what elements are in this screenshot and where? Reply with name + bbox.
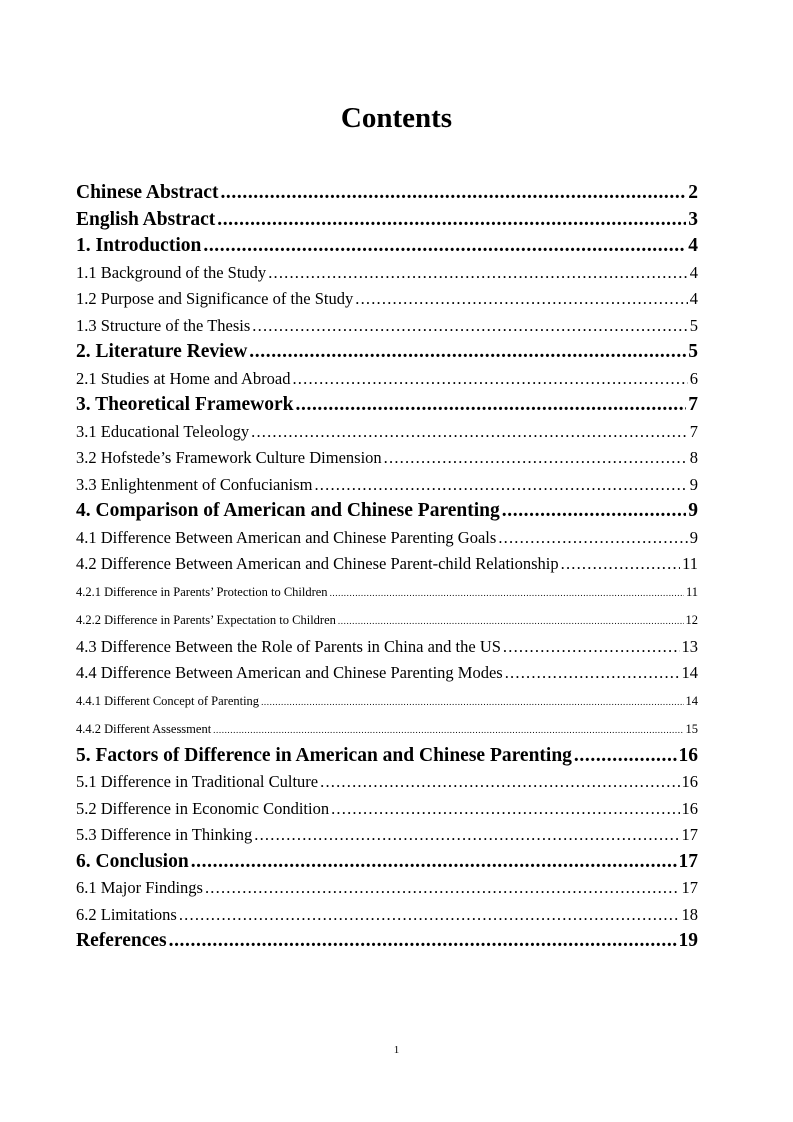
- toc-entry-page: 8: [689, 448, 698, 467]
- toc-entry-page: 17: [678, 850, 698, 872]
- dot-leader: [330, 579, 684, 607]
- toc-entry-label: 4.2 Difference Between American and Chinese Parent-child Relationship: [76, 554, 559, 573]
- dot-leader: [331, 796, 679, 823]
- toc-entry-page: 17: [681, 878, 698, 897]
- dot-leader: [574, 743, 677, 770]
- toc-entry-label: 5.3 Difference in Thinking: [76, 825, 253, 844]
- toc-entry-label: 4.3 Difference Between the Role of Parents in China and the US: [76, 636, 501, 656]
- toc-entry-label: 4.4.2 Different Assessment: [76, 721, 212, 736]
- toc-entry-page: 7: [689, 421, 698, 441]
- toc-entry[interactable]: [76, 902, 698, 929]
- toc-entry-label: 6. Conclusion: [76, 850, 189, 872]
- toc-entry-label: 3. Theoretical Framework: [76, 394, 294, 415]
- toc-entry-page: 11: [685, 584, 698, 599]
- dot-leader: [338, 607, 684, 635]
- toc-entry-page: 5: [689, 315, 698, 335]
- dot-leader: [498, 525, 687, 552]
- dot-leader: [251, 419, 688, 446]
- dot-leader: [203, 233, 686, 260]
- table-of-contents: [76, 180, 698, 955]
- toc-entry-label: 3.2 Hofstede’s Framework Culture Dimension: [76, 448, 382, 467]
- dot-leader: [502, 498, 686, 525]
- toc-entry[interactable]: [76, 928, 698, 955]
- toc-entry[interactable]: [76, 687, 698, 715]
- toc-entry-label: 4.4 Difference Between American and Chinese Parenting Modes: [76, 663, 503, 682]
- toc-entry[interactable]: [76, 207, 698, 234]
- toc-entry-label: 5. Factors of Difference in American and Chinese Parenting: [76, 744, 572, 766]
- toc-entry-page: 16: [681, 772, 698, 791]
- toc-entry-label: 1.1 Background of the Study: [76, 262, 267, 282]
- toc-entry-label: 1.3 Structure of the Thesis: [76, 315, 251, 335]
- toc-entry[interactable]: [76, 578, 698, 606]
- toc-entry-label: 4. Comparison of American and Chinese Parenting: [76, 500, 500, 521]
- toc-entry[interactable]: [76, 849, 698, 876]
- toc-entry-label: 4.4.1 Different Concept of Parenting: [76, 693, 260, 708]
- dot-leader: [355, 286, 688, 313]
- toc-entry-page: 6: [689, 368, 698, 388]
- toc-entry-label: 6.1 Major Findings: [76, 878, 203, 897]
- dot-leader: [292, 366, 687, 393]
- toc-entry-page: 13: [681, 636, 698, 656]
- dot-leader: [191, 849, 677, 876]
- toc-entry-page: 14: [685, 693, 698, 708]
- dot-leader: [249, 339, 686, 366]
- toc-entry[interactable]: [76, 445, 698, 472]
- dot-leader: [561, 551, 680, 578]
- toc-entry-label: Chinese Abstract: [76, 182, 219, 203]
- toc-entry-page: 4: [689, 262, 698, 282]
- toc-entry-page: 19: [678, 930, 698, 951]
- toc-entry-label: 4.2.2 Difference in Parents’ Expectation to Children: [76, 612, 336, 627]
- toc-entry-label: References: [76, 930, 167, 951]
- toc-entry-page: 12: [685, 612, 698, 627]
- dot-leader: [217, 207, 686, 234]
- toc-entry[interactable]: [76, 525, 698, 552]
- dot-leader: [268, 260, 688, 287]
- toc-entry-page: 5: [688, 341, 698, 362]
- toc-entry-label: 3.1 Educational Teleology: [76, 421, 250, 441]
- dot-leader: [179, 902, 680, 929]
- toc-entry-label: 1. Introduction: [76, 235, 202, 256]
- toc-entry[interactable]: [76, 392, 698, 419]
- toc-entry[interactable]: [76, 286, 698, 313]
- dot-leader: [384, 445, 688, 472]
- page-number: 1: [393, 1044, 400, 1056]
- toc-entry-label: 5.1 Difference in Traditional Culture: [76, 772, 319, 791]
- toc-entry-label: 1.2 Purpose and Significance of the Study: [76, 289, 354, 308]
- toc-entry[interactable]: [76, 875, 698, 902]
- dot-leader: [252, 313, 687, 340]
- toc-entry-page: 9: [688, 500, 698, 521]
- toc-entry[interactable]: [76, 660, 698, 687]
- page-title: Contents: [340, 102, 453, 134]
- toc-entry-label: English Abstract: [76, 208, 216, 230]
- dot-leader: [169, 928, 677, 955]
- toc-entry-page: 2: [688, 182, 698, 203]
- toc-entry-page: 4: [689, 289, 698, 308]
- toc-entry-label: 3.3 Enlightenment of Confucianism: [76, 474, 313, 494]
- toc-entry-page: 18: [681, 904, 698, 924]
- dot-leader: [314, 472, 687, 499]
- dot-leader: [296, 392, 687, 419]
- toc-entry[interactable]: [76, 551, 698, 578]
- toc-entry[interactable]: [76, 769, 698, 796]
- toc-entry-page: 9: [689, 527, 698, 547]
- toc-entry[interactable]: [76, 366, 698, 393]
- dot-leader: [261, 688, 683, 716]
- toc-entry[interactable]: [76, 313, 698, 340]
- toc-entry[interactable]: [76, 743, 698, 770]
- toc-entry-label: 6.2 Limitations: [76, 904, 177, 924]
- toc-entry-label: 2.1 Studies at Home and Abroad: [76, 368, 291, 388]
- dot-leader: [220, 180, 686, 207]
- dot-leader: [505, 660, 680, 687]
- toc-entry[interactable]: [76, 180, 698, 207]
- toc-entry[interactable]: [76, 233, 698, 260]
- toc-entry[interactable]: [76, 472, 698, 499]
- toc-entry[interactable]: [76, 339, 698, 366]
- toc-entry-label: 2. Literature Review: [76, 341, 248, 362]
- toc-entry-page: 15: [685, 721, 698, 736]
- dot-leader: [213, 716, 683, 744]
- toc-entry[interactable]: [76, 498, 698, 525]
- toc-entry[interactable]: [76, 634, 698, 661]
- toc-entry[interactable]: [76, 260, 698, 287]
- dot-leader: [503, 634, 680, 661]
- toc-entry[interactable]: [76, 822, 698, 849]
- toc-entry-label: 4.2.1 Difference in Parents’ Protection to Children: [76, 584, 328, 599]
- toc-entry[interactable]: [76, 419, 698, 446]
- toc-entry[interactable]: [76, 796, 698, 823]
- toc-entry-page: 17: [681, 825, 698, 844]
- toc-entry-page: 11: [682, 554, 698, 573]
- toc-entry-page: 16: [681, 798, 698, 818]
- toc-entry-page: 14: [681, 663, 698, 682]
- toc-entry-page: 7: [688, 394, 698, 415]
- toc-entry-page: 3: [688, 208, 698, 230]
- toc-entry-label: 5.2 Difference in Economic Condition: [76, 798, 330, 818]
- toc-entry-label: 4.1 Difference Between American and Chinese Parenting Goals: [76, 527, 497, 547]
- toc-entry-page: 4: [688, 235, 698, 256]
- toc-entry-page: 16: [678, 744, 698, 766]
- toc-entry-page: 9: [689, 474, 698, 494]
- toc-entry[interactable]: [76, 606, 698, 634]
- dot-leader: [205, 875, 680, 902]
- dot-leader: [254, 822, 679, 849]
- dot-leader: [320, 769, 679, 796]
- toc-entry[interactable]: [76, 715, 698, 743]
